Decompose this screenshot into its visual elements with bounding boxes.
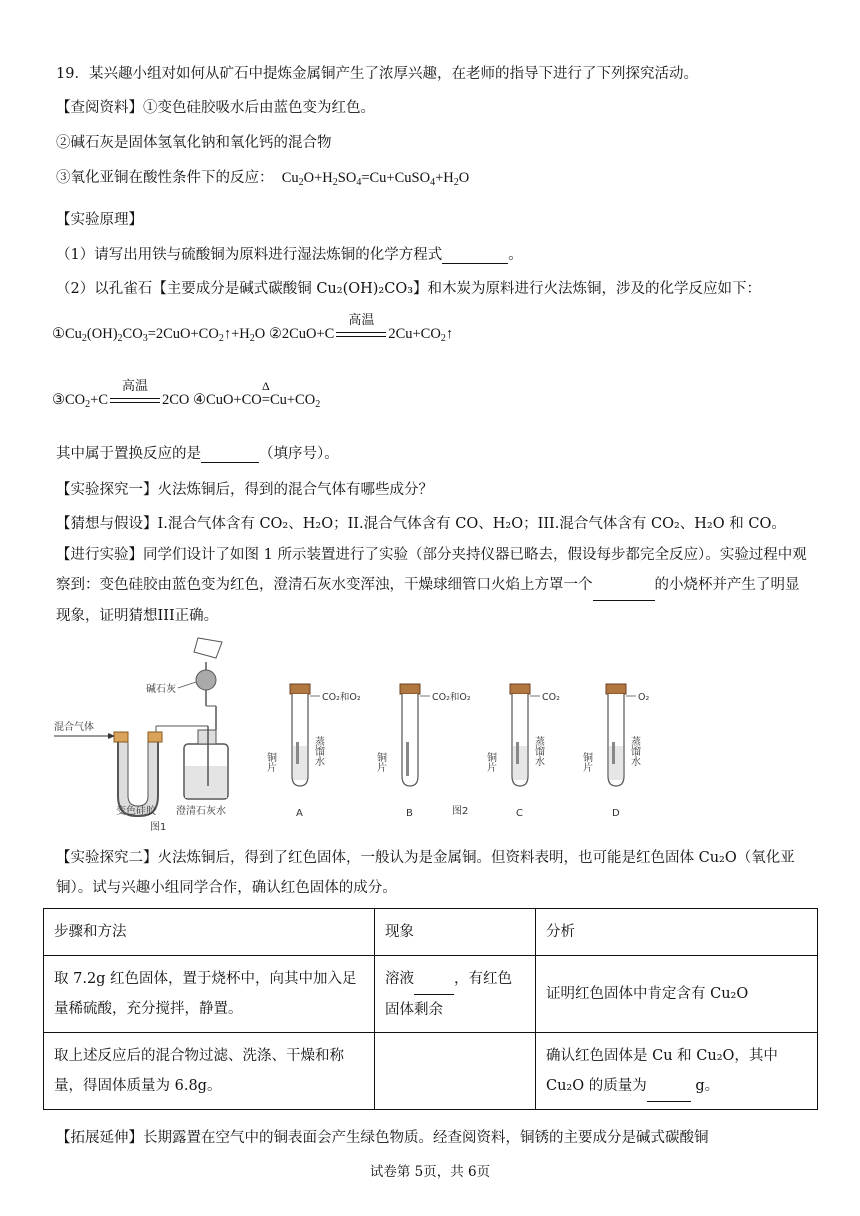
tube-gas-label: CO₂和O₂ (322, 692, 361, 703)
table-header-row (44, 909, 818, 956)
tube-gas-label: CO₂和O₂ (432, 692, 471, 703)
fig1-mixed-gas-label: 混合气体 (54, 722, 94, 733)
analysis-text-a: 确认红色固体是 Cu 和 Cu₂O，其中 Cu₂O 的质量为 (546, 1047, 778, 1094)
experiment-text-a: 【进行实验】同学们设计了如图 1 所示装置进行了实验（部分夹持仪器已略去，假设每步都完全反应）。实验过程中观察到：变色硅胶由蓝色变为红色，澄清石灰水变浑浊，干燥球细管口火焰上方罩一个 (56, 547, 807, 593)
phenomenon-text-b: ，有红色固体剩余 (385, 970, 512, 1018)
phenomenon-text-a: 溶液 (385, 970, 414, 987)
page-footer: 试卷第 5页，共 6页 (369, 1164, 491, 1180)
tube-c (485, 684, 561, 819)
principle-q1 (56, 243, 523, 264)
explore-2-paragraph: 【实验探究二】火法炼铜后，得到了红色固体，一般认为是金属铜。但资料表明，也可能是红色固体 Cu₂O（氧化亚铜）。试与兴趣小组同学合作，确认红色固体的成分。 (56, 850, 795, 896)
table-cell-analysis (536, 1033, 818, 1110)
principle-q2: （2）以孔雀石【主要成分是碱式碳酸铜 Cu₂(OH)₂CO₃】和木炭为原料进行火法炼铜，涉及的化学反应如下： (56, 281, 762, 297)
tube-water-label: 蒸馏水 (628, 736, 640, 766)
tube-d (581, 684, 650, 819)
high-temp-condition: 高温 (336, 326, 386, 343)
experiment-text-b: 的小烧杯并产生了明显现象，证明猜想III正确。 (56, 577, 800, 624)
reference-heading: 【查阅资料】①变色硅胶吸水后由蓝色变为红色。 (56, 100, 375, 116)
tube-letter: D (612, 808, 620, 819)
table-cell-phenomenon (375, 1033, 536, 1110)
replacement-question-end: （填序号）。 (259, 446, 339, 462)
answer-blank-5[interactable] (647, 1071, 691, 1102)
principle-q1-end: 。 (508, 247, 523, 263)
question-intro: 19．某兴趣小组对如何从矿石中提炼金属铜产生了浓厚兴趣，在老师的指导下进行了下列探究活动。 (56, 66, 698, 82)
fig1-silica-gel-label: 变色硅胶 (116, 806, 156, 817)
replacement-question (56, 442, 339, 463)
principle-heading: 【实验原理】 (56, 212, 143, 228)
reaction-line-2: $③CO_2+C$ 高温 2CO ④CuO+CO Δ $=Cu+CO_2$ (52, 378, 321, 410)
answer-blank-4[interactable] (414, 964, 454, 995)
reference-3-equation: $Cu_2O+H_2SO_4=Cu+CuSO_4+H_2O$ (278, 170, 470, 188)
analysis-text-b: g。 (690, 1077, 720, 1094)
reference-3 (56, 166, 469, 187)
explore-1-heading: 【实验探究一】火法炼铜后，得到的混合气体有哪些成分？ (56, 482, 433, 498)
tube-letter: C (516, 808, 523, 819)
tube-a (265, 684, 361, 819)
tube-copper-label: 铜片 (580, 752, 592, 772)
experiment-table (43, 908, 818, 1110)
fig1-caption: 图1 (150, 822, 167, 833)
tube-water-label: 蒸馏水 (532, 736, 544, 766)
small-beaker (194, 638, 222, 658)
tube-gas-label: O₂ (638, 692, 650, 703)
tube-gas-label: CO₂ (542, 692, 560, 703)
table-cell-analysis: 证明红色固体中肯定含有 Cu₂O (536, 956, 818, 1033)
reference-2: ②碱石灰是固体氢氧化钠和氧化钙的混合物 (56, 135, 332, 151)
fig2-caption: 图2 (452, 806, 469, 817)
fig1-lime-water-label: 澄清石灰水 (176, 806, 226, 817)
table-cell-phenomenon (375, 956, 536, 1033)
tube-copper-label: 铜片 (264, 752, 276, 772)
tube-water-label: 蒸馏水 (312, 736, 324, 766)
reaction-line-1: $①Cu_2(OH)_2CO_3=2CuO+CO_2↑+H_2O$ ②2CuO+C 高温 $2Cu+CO_2↑$ (52, 312, 454, 344)
reference-3-label: ③氧化亚铜在酸性条件下的反应： (56, 170, 274, 186)
fig1-soda-lime-label: 碱石灰 (146, 684, 176, 695)
principle-q1-text: （1）请写出用铁与硫酸铜为原料进行湿法炼铜的化学方程式 (56, 247, 443, 263)
tube-letter: B (406, 808, 413, 819)
table-row (44, 956, 818, 1033)
table-cell-method: 取 7.2g 红色固体，置于烧杯中，向其中加入足量稀硫酸，充分搅拌，静置。 (44, 956, 375, 1033)
answer-blank-1[interactable] (442, 247, 508, 264)
tube-copper-label: 铜片 (484, 752, 496, 772)
drying-tube (196, 670, 216, 690)
table-header: 分析 (536, 909, 818, 956)
heat-condition: Δ = (261, 379, 270, 408)
experiment-paragraph (56, 540, 808, 631)
table-cell-method: 取上述反应后的混合物过滤、洗涤、干燥和称量，得固体质量为 6.8g。 (44, 1033, 375, 1110)
high-temp-condition: 高温 (110, 392, 160, 409)
experiment-figure (48, 636, 688, 836)
tube-letter: A (296, 808, 303, 819)
table-header: 现象 (375, 909, 536, 956)
answer-blank-3[interactable] (593, 570, 655, 601)
answer-blank-2[interactable] (201, 446, 259, 463)
table-header: 步骤和方法 (44, 909, 375, 956)
tube-copper-label: 铜片 (374, 752, 386, 772)
replacement-question-text: 其中属于置换反应的是 (56, 446, 201, 462)
table-row (44, 1033, 818, 1110)
extension-paragraph: 【拓展延伸】长期露置在空气中的铜表面会产生绿色物质。经查阅资料，铜锈的主要成分是碱式碳酸铜 (56, 1130, 709, 1146)
tube-b (375, 684, 471, 819)
hypothesis: 【猜想与假设】I.混合气体含有 CO₂、H₂O；II.混合气体含有 CO、H₂O；III.混合气体含有 CO₂、H₂O 和 CO。 (56, 516, 786, 532)
